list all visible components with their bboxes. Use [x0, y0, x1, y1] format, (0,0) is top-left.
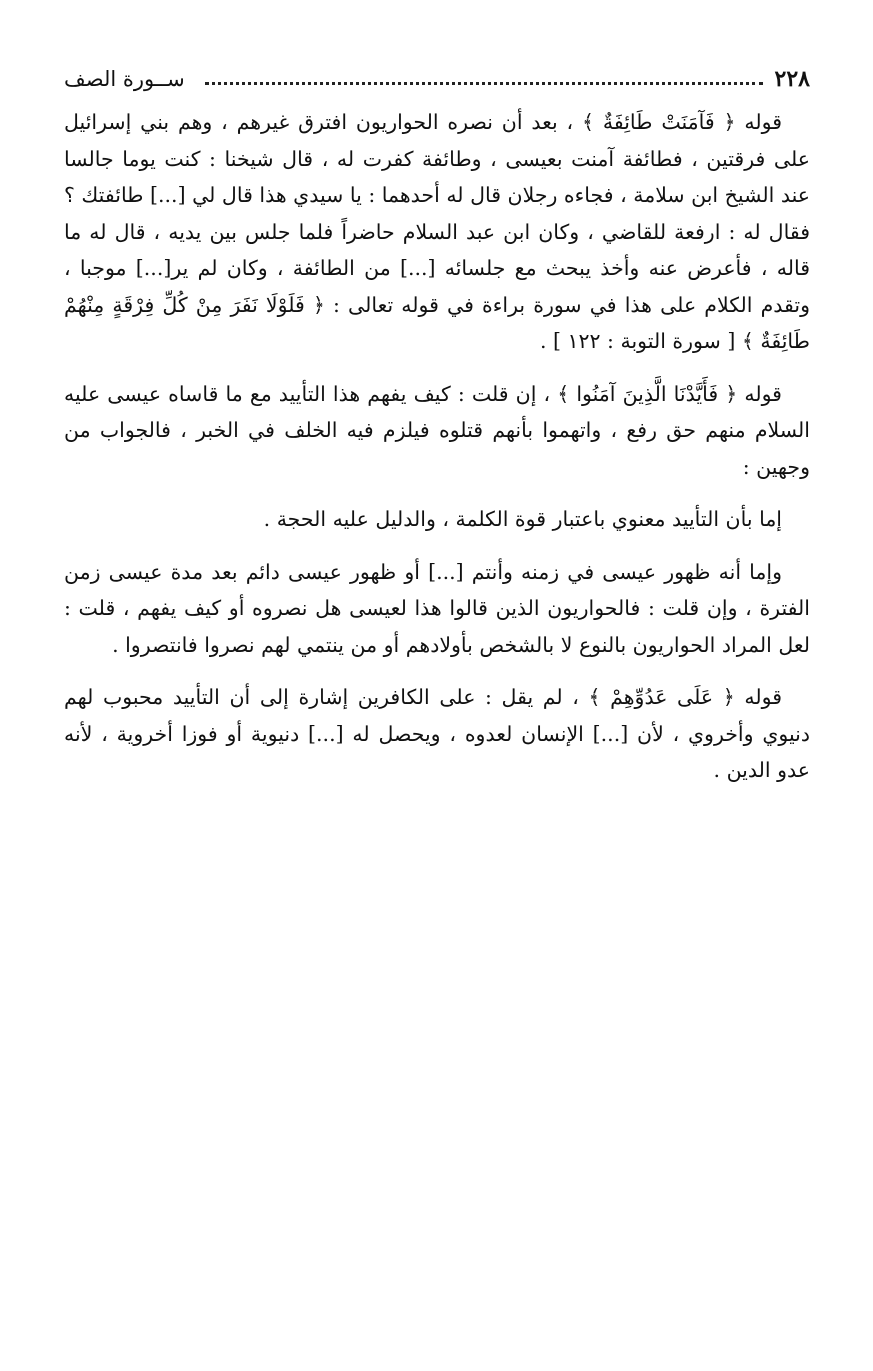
page-body: [64, 104, 810, 789]
paragraph-fa-ayyadna: قوله ﴿ فَأَيَّدْنَا الَّذِينَ آمَنُوا ﴾ ، إن قلت : كيف يفهم هذا التأييد مع ما قاساه عيسى عليه السلام منهم حق رفع ، واتهموا بأنهم قتلوه فيلزم فيه الخلف في الخبر ، فالجواب من وجهين :: [64, 381, 810, 479]
paragraph-ala-aduwwihim: قوله ﴿ عَلَى عَدُوِّهِمْ ﴾ ، لم يقل : على الكافرين إشارة إلى أن التأييد محبوب لهم دنيوي وأخروي ، لأن [...] الإنسان لعدوه ، ويحصل له [...] دنيوية أو فوزا أخروية ، لأنه عدو الدين .: [64, 685, 810, 782]
page-number: ٢٢٨: [774, 66, 810, 92]
paragraph-first-answer: إما بأن التأييد معنوي باعتبار قوة الكلمة ، والدليل عليه الحجة .: [263, 507, 782, 531]
book-page: [64, 58, 810, 805]
paragraph-second-answer: وإما أنه ظهور عيسى في زمنه وأنتم [...] أو ظهور عيسى دائم بعد مدة عيسى زمن الفترة ، وإن قلت : فالحواريون الذين قالوا هذا لعيسى هل نصروه أو كيف يفهم ، قلت : لعل المراد الحواريون بالنوع لا بالشخص بأولادهم أو من ينتمي لهم نصروا فانتصروا .: [64, 559, 810, 657]
header-dotted-rule: [205, 82, 763, 85]
surah-name: ســورة الصف: [64, 67, 185, 91]
paragraph-fa-amanat-taifa: قوله ﴿ فَآمَنَتْ طَائِفَةٌ ﴾ ، بعد أن نصره الحواريون افترق غيرهم ، وهم بني إسرائيل على فرقتين ، فطائفة آمنت بعيسى ، وطائفة كفرت له ، قال شيخنا : كنت يوما جالسا عند الشيخ ابن سلامة ، فجاءه رجلان قال له أحدهما : يا سيدي هذا قال لي [...] طائفتك ؟ فقال له : ارفعة للقاضي ، وكان ابن عبد السلام حاضراً فلما جلس بين يديه ، قال له ما قاله ، فأعرض عنه وأخذ يبحث مع جلسائه [...] من الطائفة ، وكان لم ير[...] موجبا ، وتقدم الكلام على هذا في سورة براءة في قوله تعالى : ﴿ فَلَوْلَا نَفَرَ مِنْ كُلِّ فِرْقَةٍ مِنْهُمْ طَائِفَةٌ ﴾ [ سورة التوبة : ١٢٢ ] .: [64, 110, 810, 353]
page-header: [64, 58, 810, 90]
